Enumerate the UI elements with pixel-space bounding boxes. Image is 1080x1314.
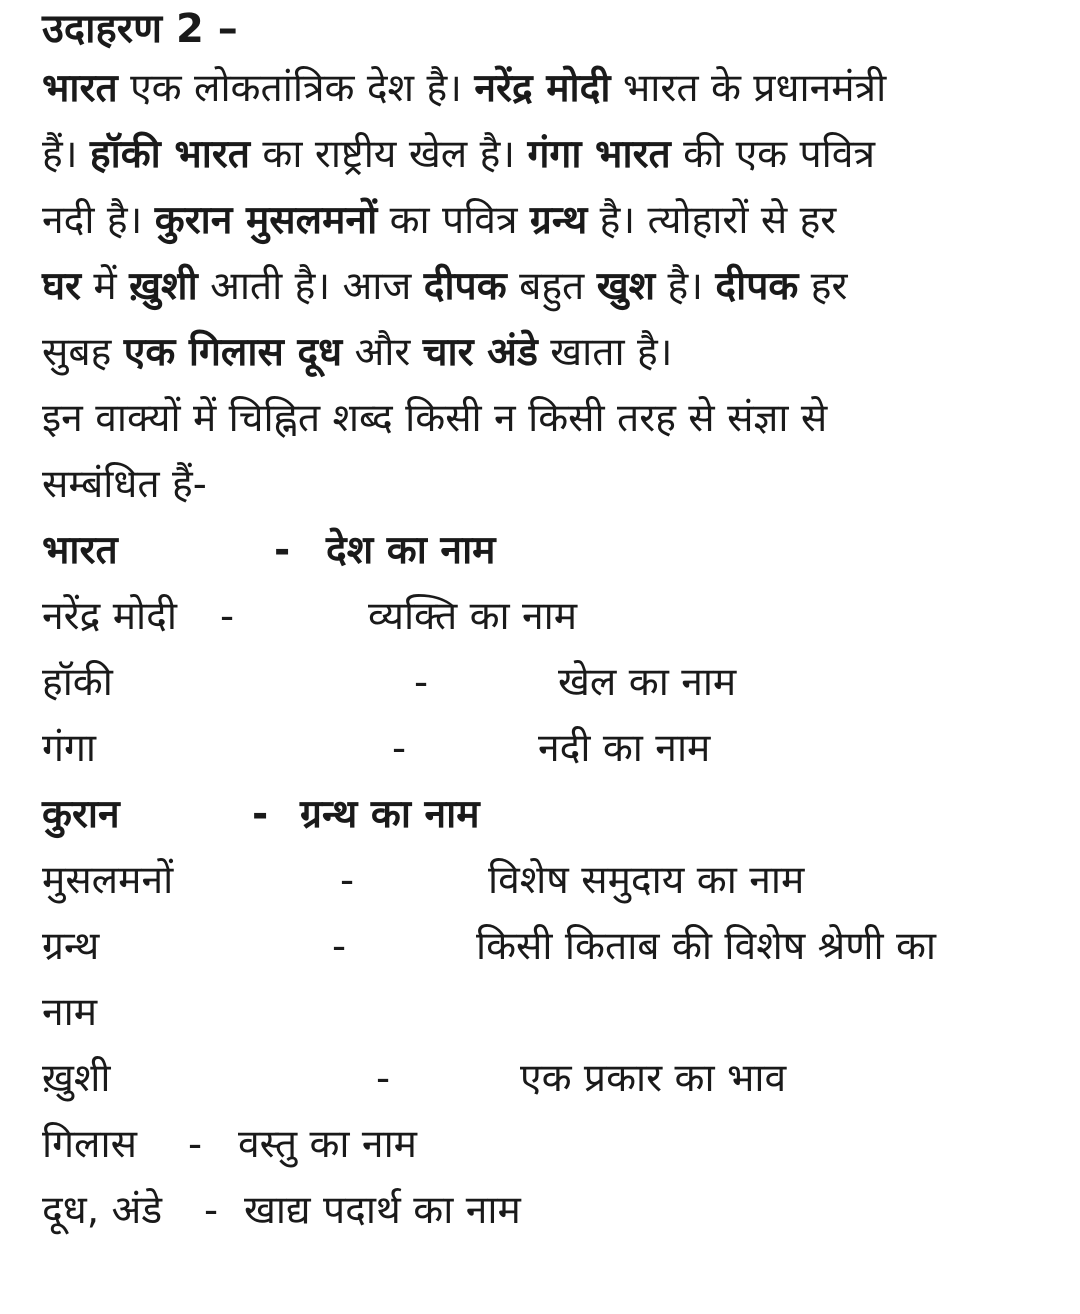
- paragraph-text: है। त्योहारों से हर: [587, 198, 837, 243]
- noun-row: [42, 650, 1050, 716]
- noun-term: हॉकी: [42, 660, 113, 705]
- paragraph-text: बहुत: [506, 264, 597, 309]
- noun-row: [42, 518, 1050, 584]
- noun-row: [42, 1112, 1050, 1178]
- highlighted-word: घर: [42, 264, 82, 309]
- separator-dash: -: [376, 1056, 391, 1101]
- highlighted-word: ग्रन्थ: [529, 198, 588, 243]
- noun-row: [42, 716, 1050, 782]
- noun-term: ग्रन्थ: [42, 924, 100, 969]
- noun-term: नरेंद्र मोदी: [42, 594, 177, 639]
- noun-meaning: विशेष समुदाय का नाम: [488, 858, 805, 903]
- paragraph-line: [42, 122, 1050, 188]
- example-title: उदाहरण 2 –: [42, 6, 238, 52]
- highlighted-word: ख़ुशी: [129, 264, 198, 309]
- paragraph-text: नदी है।: [42, 198, 155, 243]
- separator-dash: -: [188, 1122, 203, 1167]
- paragraph-text: है।: [655, 264, 716, 309]
- highlighted-word: दीपक: [715, 264, 799, 309]
- noun-row: [42, 848, 1050, 914]
- noun-term: मुसलमनों: [42, 858, 174, 903]
- example-paragraph: [42, 56, 1050, 386]
- noun-meaning: वस्तु का नाम: [238, 1122, 418, 1167]
- intro-line: सम्बंधित हैं-: [42, 462, 207, 507]
- paragraph-text: का पवित्र: [377, 198, 530, 243]
- paragraph-text: आती है। आज: [197, 264, 424, 309]
- paragraph-text: का राष्ट्रीय खेल है।: [250, 132, 528, 177]
- highlighted-word: खुश: [596, 264, 656, 309]
- paragraph-text: हर: [798, 264, 848, 309]
- noun-meaning: देश का नाम: [326, 528, 496, 573]
- paragraph-text: और: [342, 330, 423, 375]
- noun-row: [42, 782, 1050, 848]
- paragraph-text: एक लोकतांत्रिक देश है।: [117, 66, 475, 111]
- highlighted-word: एक गिलास दूध: [123, 330, 343, 375]
- highlighted-word: नरेंद्र मोदी: [474, 66, 611, 111]
- separator-dash: -: [204, 1188, 219, 1233]
- paragraph-line: [42, 320, 1050, 386]
- paragraph-text: हैं।: [42, 132, 90, 177]
- highlighted-word: चार अंडे: [422, 330, 538, 375]
- noun-row: [42, 584, 1050, 650]
- noun-meaning-continued: नाम: [42, 990, 98, 1035]
- paragraph-text: की एक पवित्र: [670, 132, 875, 177]
- noun-meaning: ग्रन्थ का नाम: [300, 792, 480, 837]
- noun-meaning: नदी का नाम: [538, 726, 711, 771]
- highlighted-word: कुरान मुसलमनों: [154, 198, 378, 243]
- noun-term: कुरान: [42, 792, 120, 837]
- paragraph-text: भारत के प्रधानमंत्री: [610, 66, 887, 111]
- separator-dash: -: [220, 594, 235, 639]
- noun-meaning: एक प्रकार का भाव: [520, 1056, 787, 1101]
- paragraph-text: सुबह: [42, 330, 124, 375]
- paragraph-line: [42, 56, 1050, 122]
- separator-dash: -: [340, 858, 355, 903]
- noun-row: [42, 914, 1050, 980]
- noun-meaning: खेल का नाम: [558, 660, 737, 705]
- intro-line: इन वाक्यों में चिह्नित शब्द किसी न किसी तरह से संज्ञा से: [42, 396, 828, 441]
- paragraph-text: खाता है।: [537, 330, 673, 375]
- noun-term: भारत: [42, 528, 118, 573]
- separator-dash: -: [252, 792, 269, 837]
- highlighted-word: गंगा भारत: [527, 132, 671, 177]
- noun-term: गिलास: [42, 1122, 137, 1167]
- noun-meaning: खाद्य पदार्थ का नाम: [244, 1188, 521, 1233]
- paragraph-line: [42, 188, 1050, 254]
- separator-dash: -: [332, 924, 347, 969]
- highlighted-word: भारत: [42, 66, 118, 111]
- separator-dash: -: [392, 726, 407, 771]
- noun-row: [42, 1046, 1050, 1112]
- noun-list: [42, 518, 1050, 1244]
- noun-meaning: व्यक्ति का नाम: [368, 594, 578, 639]
- separator-dash: -: [414, 660, 429, 705]
- separator-dash: -: [274, 528, 291, 573]
- paragraph-text: में: [81, 264, 130, 309]
- noun-term: गंगा: [42, 726, 97, 771]
- noun-term: दूध, अंडे: [42, 1188, 163, 1233]
- highlighted-word: दीपक: [423, 264, 507, 309]
- noun-meaning: किसी किताब की विशेष श्रेणी का: [476, 924, 937, 969]
- intro-text: [42, 386, 1050, 518]
- noun-term: ख़ुशी: [42, 1056, 111, 1101]
- noun-row: [42, 1178, 1050, 1244]
- paragraph-line: [42, 254, 1050, 320]
- highlighted-word: हॉकी भारत: [89, 132, 251, 177]
